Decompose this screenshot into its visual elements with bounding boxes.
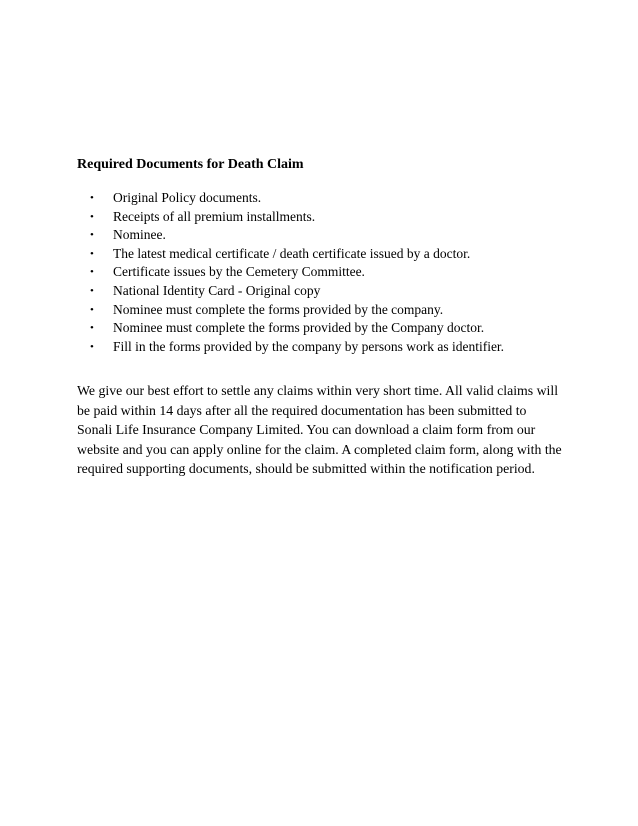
- list-item-text: Certificate issues by the Cemetery Committee.: [113, 264, 365, 280]
- list-item: [90, 245, 504, 264]
- list-item-text: Receipts of all premium installments.: [113, 208, 316, 224]
- list-item-text: Fill in the forms provided by the company by persons work as identifier.: [113, 338, 505, 354]
- bullet-icon: •: [90, 284, 94, 297]
- list-item-text: Original Policy documents.: [113, 190, 262, 205]
- list-item-text: Nominee.: [113, 227, 166, 243]
- list-item-text: National Identity Card - Original copy: [113, 282, 321, 298]
- bullet-icon: •: [90, 210, 94, 223]
- list-item-text: Nominee must complete the forms provided by the Company doctor.: [113, 320, 485, 336]
- required-documents-list: [90, 189, 504, 356]
- list-item-text: Nominee must complete the forms provided by the company.: [113, 301, 444, 317]
- bullet-icon: •: [90, 247, 94, 260]
- bullet-icon: •: [90, 340, 94, 353]
- list-item: [90, 301, 504, 320]
- list-item: [90, 226, 504, 245]
- bullet-icon: •: [90, 229, 94, 242]
- bullet-icon: •: [90, 266, 94, 279]
- bullet-icon: •: [90, 322, 94, 335]
- list-item: [90, 263, 504, 282]
- list-item: [90, 208, 504, 227]
- bullet-icon: •: [90, 192, 94, 204]
- claims-paragraph: We give our best effort to settle any claims within very short time. All valid claims will be paid within 14 days after all the required documentation has been submitted to Sonali Life Insurance Company Limited. You can download a claim form from our website and you can apply online for the claim. A completed claim form, along with the required supporting documents, should be submitted within the notification period.: [77, 383, 562, 477]
- list-item-text: The latest medical certificate / death certificate issued by a doctor.: [113, 245, 471, 261]
- list-item: [90, 319, 504, 338]
- list-item: [90, 282, 504, 301]
- section-heading: Required Documents for Death Claim: [77, 157, 304, 172]
- list-item: [90, 189, 504, 208]
- bullet-icon: •: [90, 303, 94, 316]
- list-item: [90, 338, 504, 357]
